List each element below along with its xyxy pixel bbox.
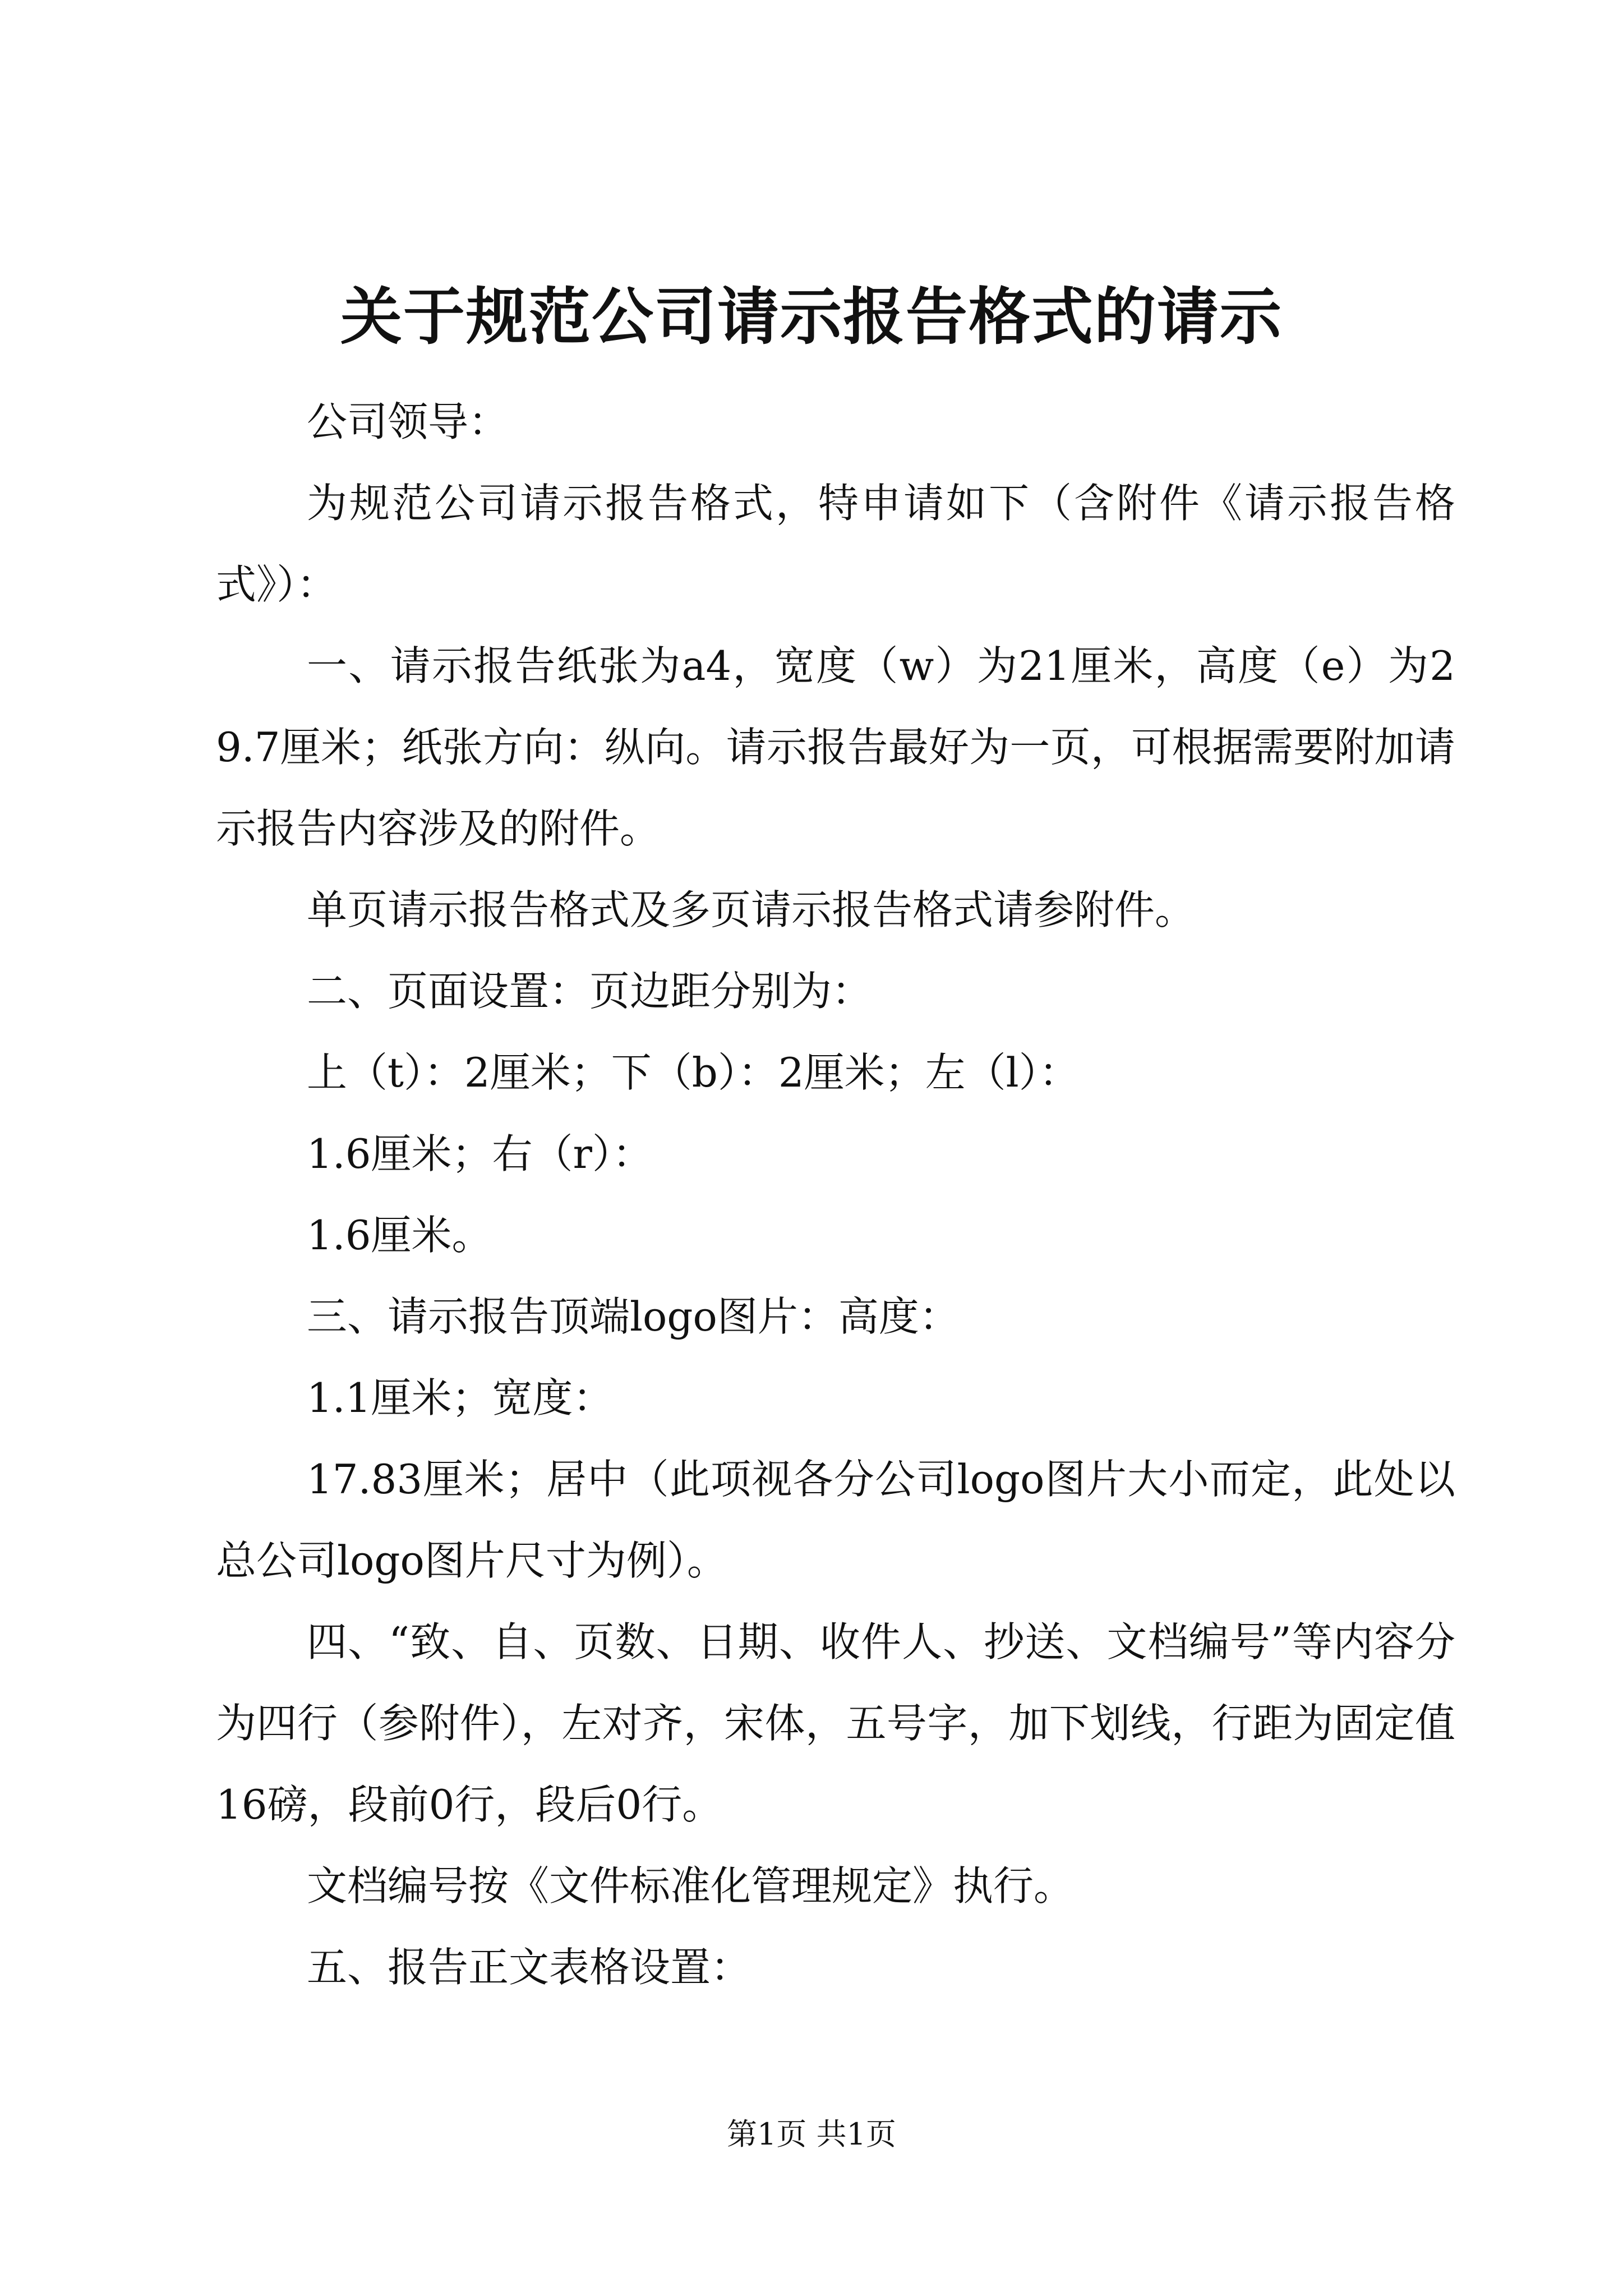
section-4-paragraph: 四、“致、自、页数、日期、收件人、抄送、文档编号”等内容分为四行（参附件），左对齐，宋体，五号字，加下划线，行距为固定值16磅，段前0行，段后0行。 [216,1618,1455,1828]
document-body [216,381,1455,2008]
section-2-heading: 二、页面设置：页边距分别为： [307,968,873,1015]
margins-line-1: 上（t）：2厘米；下（b）：2厘米；左（l）： [307,1049,1080,1096]
margins-line-3: 1.6厘米。 [307,1212,492,1259]
logo-size-line-1: 1.1厘米；宽度： [307,1374,614,1421]
doc-number-paragraph: 文档编号按《文件标准化管理规定》执行。 [307,1862,1075,1910]
section-3-heading: 三、请示报告顶端logo图片：高度： [307,1293,960,1340]
logo-size-line-2: 17.83厘米；居中（此项视各分公司logo图片大小而定，此处以总公司logo图片尺寸为例）。 [216,1456,1455,1584]
document-title: 关于规范公司请示报告格式的请示 [340,280,1283,353]
section-1-paragraph: 一、请示报告纸张为a4，宽度（w）为21厘米，高度（e）为29.7厘米；纸张方向：纵向。请示报告最好为一页，可根据需要附加请示报告内容涉及的附件。 [216,642,1455,852]
section-5-heading: 五、报告正文表格设置： [307,1944,751,1991]
page-footer: 第1页 共1页 [727,2116,896,2152]
attachment-note-paragraph: 单页请示报告格式及多页请示报告格式请参附件。 [307,886,1196,933]
margins-line-2: 1.6厘米；右（r）： [307,1130,653,1177]
salutation: 公司领导： [307,398,509,445]
intro-paragraph: 为规范公司请示报告格式，特申请如下（含附件《请示报告格式》）： [216,480,1455,608]
